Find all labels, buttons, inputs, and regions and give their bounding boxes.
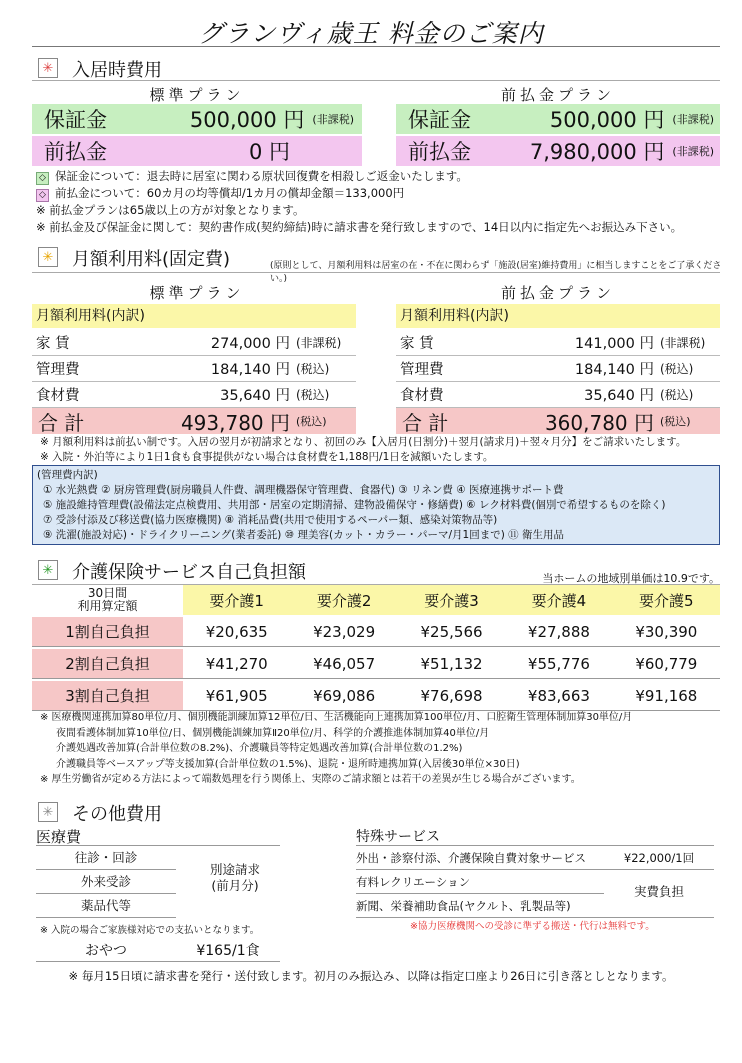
pink-marker-icon: ◇	[36, 189, 49, 202]
pre-total-value: 360,780 円	[544, 410, 654, 435]
pre-prepay-bar	[396, 136, 720, 166]
note-line: 保証金について：退去時に居室に関わる原状回復費を相殺しご返金いたします。	[55, 169, 468, 183]
cost-cell: ¥76,698	[420, 686, 483, 705]
std-total-value: 493,780 円	[180, 410, 290, 435]
cost-cell: ¥61,905	[205, 686, 268, 705]
total-label: 合 計	[402, 410, 449, 435]
table-row	[32, 330, 356, 356]
note-line: ※ 入院・外泊等により1日1食も食事提供がない場合は食材費を1,188円/1日を減額いたします。	[40, 451, 494, 463]
row-label: 3割自己負担	[32, 681, 183, 710]
medical-note: ※ 入院の場合ご家族様対応での支払いとなります。	[40, 925, 260, 936]
monthly-notes	[40, 435, 730, 465]
snack-row	[36, 938, 280, 962]
cost-cell: ¥20,635	[205, 622, 268, 641]
special-title: 特殊サービス	[356, 829, 440, 845]
snack-value: ¥165/1食	[196, 942, 260, 959]
footer-note: ※ 毎月15日頃に請求書を発行・送付致します。初月のみ振込み、以降は指定口座より26日に引き落としとなります。	[68, 969, 674, 983]
row-label: 管理費	[400, 362, 444, 378]
actual-cost-label: 実費負担	[633, 884, 684, 899]
section-title-move-in: 入居時費用	[72, 60, 162, 81]
cost-cell: ¥23,029	[313, 622, 376, 641]
table-row	[396, 382, 720, 408]
note-line: ※ 前払金及び保証金に関して：契約書作成(契約締結)時に請求書を発行致しますので、14日以内に指定先へお振込み下さい。	[36, 219, 683, 234]
mgmt-line: ① 水光熱費 ② 厨房管理費(厨房職員人件費、調理機器保守管理費、食器代) ③ リネン費 ④ 医療連携サポート費	[43, 484, 564, 496]
list-item	[356, 846, 714, 870]
plan-label-prepay: 前払金プラン	[500, 284, 615, 302]
cost-cell: ¥41,270	[205, 654, 268, 673]
table-row	[32, 356, 356, 382]
note-line: ※ 厚生労働省が定める方法によって端数処理を行う関係上、実際のご請求額とは若干の差異が生じる場合がございます。	[40, 774, 581, 785]
note-line: 介護処遇改善加算(合計単位数の8.2%)、介護職員等特定処遇改善加算(合計単位数の1.2%)	[56, 743, 463, 754]
note-line: ※ 月額利用料は前払い制です。入居の翌月が初請求となり、初回のみ【入居月(日割分)＋翌月(請求月)＋翌々月分】をご請求いたします。	[40, 436, 687, 448]
care-insurance-notes	[40, 710, 730, 788]
row-tax: (非課税)	[296, 336, 342, 350]
table-row	[396, 356, 720, 382]
care-level-header: 要介護2	[316, 591, 372, 610]
snack-label: おやつ	[85, 942, 127, 959]
note-line: 介護職員等ベースアップ等支援加算(合計単位数の1.5%)、退院・退所時連携加算(入居後30単位×30日)	[56, 758, 520, 770]
pre-breakdown-rows	[396, 330, 720, 408]
cost-cell: ¥83,663	[527, 686, 590, 705]
std-total-tax: (税込)	[296, 415, 327, 428]
row-tax: (税込)	[296, 388, 330, 402]
row-value: 35,640 円	[584, 388, 654, 404]
pre-deposit-bar	[396, 104, 720, 134]
row-label: 食材費	[400, 388, 444, 404]
section-title-other: その他費用	[72, 804, 162, 825]
section-bullet-icon: ✳	[38, 802, 58, 822]
list-item: 外来受診	[36, 870, 176, 894]
section-divider	[32, 80, 720, 81]
pre-deposit-tax: (非課税)	[672, 113, 714, 126]
special-item-label: 外出・診察付添、介護保険自費対象サービス	[356, 850, 586, 865]
care-level-header: 要介護1	[209, 591, 264, 610]
section-bullet-icon: ✳	[38, 560, 58, 580]
plan-label-prepay: 前払金プラン	[500, 86, 615, 104]
list-item: 薬品代等	[36, 894, 176, 918]
care-level-header: 要介護4	[531, 591, 587, 610]
row-value: 184,140 円	[210, 362, 290, 378]
pre-prepay-value: 7,980,000 円	[529, 140, 665, 164]
row-value: 274,000 円	[210, 336, 290, 352]
cost-cell: ¥60,779	[635, 654, 698, 673]
std-total-bar	[32, 408, 356, 434]
std-breakdown-rows	[32, 330, 356, 408]
pre-deposit-label: 保証金	[408, 108, 471, 132]
std-prepay-label: 前払金	[44, 140, 107, 164]
special-item-value: ¥22,000/1回	[623, 850, 695, 865]
list-item: 往診・回診	[36, 846, 176, 870]
mgmt-line: ⑦ 受診付添及び移送費(協力医療機関) ⑧ 消耗品費(共用で使用するペーパー類、感染対策物品等)	[43, 514, 498, 526]
special-note: ※協力医療機関への受診に準ずる搬送・代行は無料です。	[410, 921, 655, 932]
std-deposit-bar	[32, 104, 362, 134]
row-label: 家 賃	[400, 336, 434, 352]
plan-label-standard: 標準プラン	[149, 86, 245, 104]
table-header-row	[32, 585, 720, 615]
move-in-notes	[36, 168, 726, 235]
plan-label-standard: 標準プラン	[149, 284, 245, 302]
row-value: 184,140 円	[574, 362, 654, 378]
cost-cell: ¥51,132	[420, 654, 483, 673]
table-row	[32, 681, 720, 711]
row-label: 2割自己負担	[32, 649, 183, 678]
row-label: 食材費	[36, 388, 80, 404]
row-tax: (税込)	[296, 362, 330, 376]
special-item-label: 有料レクリエーション	[356, 874, 471, 889]
care-level-header: 要介護3	[424, 591, 479, 610]
cost-cell: ¥46,057	[313, 654, 376, 673]
row-value: 35,640 円	[220, 388, 290, 404]
mgmt-breakdown-box	[32, 465, 720, 545]
title-divider	[32, 46, 720, 47]
section-bullet-icon: ✳	[38, 247, 58, 267]
cost-cell: ¥30,390	[635, 622, 698, 641]
cost-cell: ¥55,776	[527, 654, 590, 673]
pre-prepay-tax: (非課税)	[672, 145, 714, 158]
row-tax: (税込)	[660, 388, 694, 402]
mgmt-line: ⑤ 施設維持管理費(設備法定点検費用、共用部・居室の定期清掃、建物設備保守・修繕費) ⑥ レク材料費(個別で希望するものを除く)	[43, 499, 666, 511]
care-cost-table	[32, 585, 720, 711]
care-level-header: 要介護5	[639, 591, 694, 610]
table-row	[396, 330, 720, 356]
row-tax: (非課税)	[660, 336, 706, 350]
std-prepay-value: 0 円	[248, 140, 290, 164]
table-row	[32, 649, 720, 679]
corner-label: 30日間 利用算定額	[32, 585, 183, 615]
pre-total-bar	[396, 408, 720, 434]
page-title: グランヴィ歳王 料金のご案内	[198, 19, 544, 48]
row-label: 管理費	[36, 362, 80, 378]
std-breakdown-header: 月額利用料(内訳)	[32, 304, 356, 328]
std-deposit-tax: (非課税)	[312, 113, 354, 126]
row-label: 1割自己負担	[32, 617, 183, 646]
section-bullet-icon: ✳	[38, 58, 58, 78]
cost-cell: ¥91,168	[635, 686, 698, 705]
std-prepay-bar	[32, 136, 362, 166]
cost-cell: ¥69,086	[313, 686, 376, 705]
row-tax: (税込)	[660, 362, 694, 376]
section-title-care-insurance: 介護保険サービス自己負担額	[72, 562, 306, 583]
green-marker-icon: ◇	[36, 172, 49, 185]
special-item-label: 新聞、栄養補助食品(ヤクルト、乳製品等)	[356, 898, 571, 913]
table-row	[32, 617, 720, 647]
std-deposit-label: 保証金	[44, 108, 107, 132]
std-deposit-value: 500,000 円	[189, 108, 305, 132]
pre-breakdown-header: 月額利用料(内訳)	[396, 304, 720, 328]
note-line: 前払金について：60カ月の均等償却/1カ月の償却金額＝133,000円	[55, 186, 405, 200]
regional-unit-note: 当ホームの地域別単価は10.9です。	[542, 572, 720, 585]
note-line: ※ 前払金プランは65歳以上の方が対象となります。	[36, 203, 305, 217]
note-line: ※ 医療機関連携加算80単位/月、個別機能訓練加算12単位/日、生活機能向上連携加算100単位/月、口腔衛生管理体制加算30単位/月	[40, 712, 633, 723]
table-row	[32, 382, 356, 408]
list-item	[356, 870, 604, 894]
mgmt-title: (管理費内訳)	[37, 469, 98, 481]
monthly-subnote: (原則として、月額利用料は居室の在・不在に関わらず「施設(居室)維持費用」に相当しますことをご了承ください。)	[270, 261, 722, 284]
mgmt-line: ⑨ 洗濯(施設対応)・ドライクリーニング(業者委託) ⑩ 理美容(カット・カラー・パーマ/月1回まで) ⑪ 衛生用品	[43, 529, 564, 541]
section-divider	[32, 272, 720, 273]
row-label: 家 賃	[36, 336, 70, 352]
note-line: 夜間看護体制加算10単位/日、個別機能訓練加算Ⅱ20単位/月、科学的介護推進体制加算40単位/月	[56, 727, 490, 739]
pre-total-tax: (税込)	[660, 415, 691, 428]
cost-cell: ¥25,566	[420, 622, 483, 641]
medical-items	[36, 846, 176, 918]
row-value: 141,000 円	[574, 336, 654, 352]
medical-charge: 別途請求 (前月分)	[209, 862, 260, 893]
pre-deposit-value: 500,000 円	[549, 108, 665, 132]
pre-prepay-label: 前払金	[408, 140, 471, 164]
section-title-monthly: 月額利用料(固定費)	[72, 249, 231, 270]
cost-cell: ¥27,888	[527, 622, 590, 641]
total-label: 合 計	[38, 410, 85, 435]
medical-title: 医療費	[36, 828, 82, 846]
